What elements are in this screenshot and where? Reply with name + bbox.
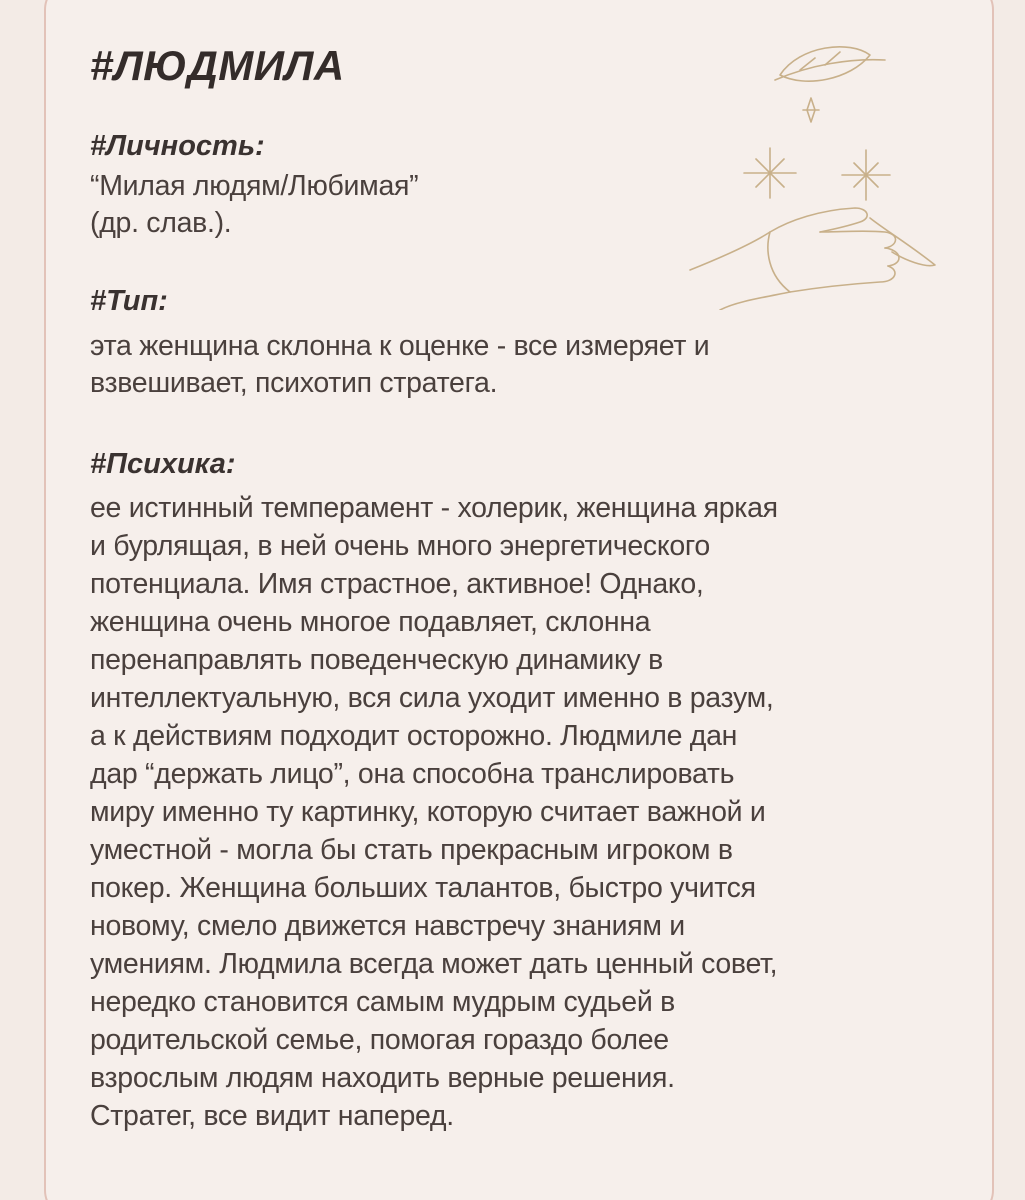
hand-leaf-sparkle-icon [680, 20, 960, 310]
psyche-line: перенаправлять поведенческую динамику в [90, 644, 663, 676]
psyche-line: умениям. Людмила всегда может дать ценный совет, [90, 948, 778, 980]
type-line: взвешивает, психотип стратега. [90, 367, 498, 399]
section-heading-psyche: #Психика: [90, 448, 236, 480]
psyche-line: дар “держать лицо”, она способна транслировать [90, 758, 735, 790]
psyche-line: ее истинный темперамент - холерик, женщина яркая [90, 492, 778, 524]
personality-line: (др. слав.). [90, 207, 232, 239]
psyche-line: Стратег, все видит наперед. [90, 1100, 454, 1132]
section-heading-personality: #Личность: [90, 130, 265, 162]
psyche-line: родительской семье, помогая гораздо более [90, 1024, 669, 1056]
psyche-line: новому, смело движется навстречу знаниям и [90, 910, 685, 942]
psyche-line: интеллектуальную, вся сила уходит именно в разум, [90, 682, 774, 714]
psyche-line: нередко становится самым мудрым судьей в [90, 986, 675, 1018]
psyche-line: а к действиям подходит осторожно. Людмиле дан [90, 720, 738, 752]
psyche-line: уместной - могла бы стать прекрасным игроком в [90, 834, 733, 866]
psyche-line: и бурлящая, в ней очень много энергетического [90, 530, 710, 562]
psyche-line: миру именно ту картинку, которую считает важной и [90, 796, 766, 828]
psyche-line: взрослым людям находить верные решения. [90, 1062, 675, 1094]
type-line: эта женщина склонна к оценке - все измеряет и [90, 330, 710, 362]
psyche-line: женщина очень многое подавляет, склонна [90, 606, 651, 638]
card-title: #ЛЮДМИЛА [90, 42, 345, 89]
personality-line: “Милая людям/Любимая” [90, 170, 419, 202]
section-heading-type: #Тип: [90, 285, 168, 317]
psyche-line: потенциала. Имя страстное, активное! Однако, [90, 568, 704, 600]
psyche-line: покер. Женщина больших талантов, быстро учится [90, 872, 756, 904]
